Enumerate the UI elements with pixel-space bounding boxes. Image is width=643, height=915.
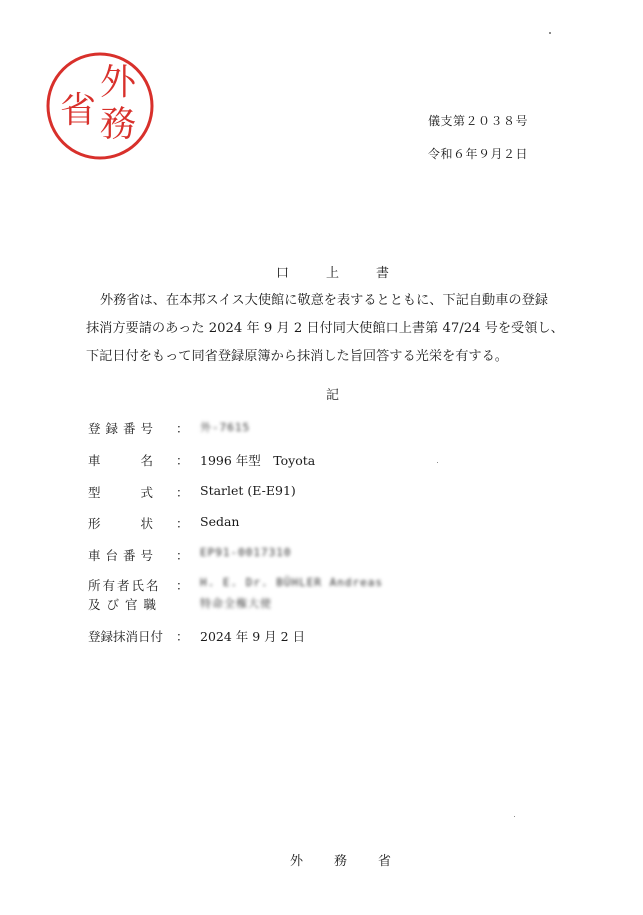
- record-colon: ：: [176, 578, 189, 593]
- record-colon: ：: [176, 516, 189, 531]
- record-value: 2024 年 9 月 2 日: [200, 629, 306, 644]
- footer-char: 省: [378, 854, 392, 869]
- record-label: 及び官職: [88, 597, 163, 612]
- record-label: 所有者氏名: [88, 578, 161, 593]
- record-colon: ：: [176, 485, 189, 500]
- record-colon: ：: [176, 548, 189, 563]
- record-label: 登録番号: [88, 421, 159, 436]
- record-value: 外-7615: [200, 421, 251, 434]
- svg-text:務: 務: [99, 104, 137, 145]
- record-label: 車 名: [88, 453, 159, 468]
- record-value: Starlet (E-E91): [200, 483, 296, 498]
- title-char: 上: [326, 266, 340, 281]
- body-paragraph: [86, 287, 586, 371]
- record-value: Sedan: [200, 514, 240, 529]
- svg-text:外: 外: [99, 62, 137, 103]
- record-colon: ：: [176, 629, 189, 644]
- title-char: 口: [276, 266, 290, 281]
- record-value: H. E. Dr. BÜHLER Andreas: [200, 576, 383, 589]
- footer-char: 外: [290, 854, 304, 869]
- scan-speck: [437, 462, 438, 463]
- body-line: 外務省は、在本邦スイス大使館に敬意を表するとともに、下記自動車の登録: [100, 293, 548, 308]
- record-value: 特命全権大使: [200, 597, 272, 610]
- record-value: 1996 年型 Toyota: [200, 453, 316, 468]
- scan-speck: [514, 816, 515, 817]
- document-title: [0, 262, 643, 280]
- record-value: EP91-0017310: [200, 546, 292, 559]
- record-label: 登録抹消日付: [88, 629, 164, 644]
- record-label: 型 式: [88, 485, 159, 500]
- reference-number: 儀支第２０３８号: [428, 114, 529, 128]
- svg-text:省: 省: [59, 90, 97, 131]
- ministry-seal-icon: [44, 50, 156, 162]
- reference-date: 令和６年９月２日: [428, 147, 529, 161]
- footer-char: 務: [334, 854, 348, 869]
- record-label: 車台番号: [88, 548, 159, 563]
- body-line: 抹消方要請のあった 2024 年 9 月 2 日付同大使館口上書第 47/24 号を受領し、: [86, 321, 564, 336]
- ki-heading: 記: [326, 388, 340, 403]
- record-colon: ：: [176, 421, 189, 436]
- record-colon: ：: [176, 453, 189, 468]
- footer-signature: [0, 850, 643, 868]
- body-line: 下記日付をもって同省登録原簿から抹消した旨回答する光栄を有する。: [86, 349, 508, 364]
- record-label: 形 状: [88, 516, 159, 531]
- scan-speck: [549, 32, 551, 34]
- title-char: 書: [376, 266, 390, 281]
